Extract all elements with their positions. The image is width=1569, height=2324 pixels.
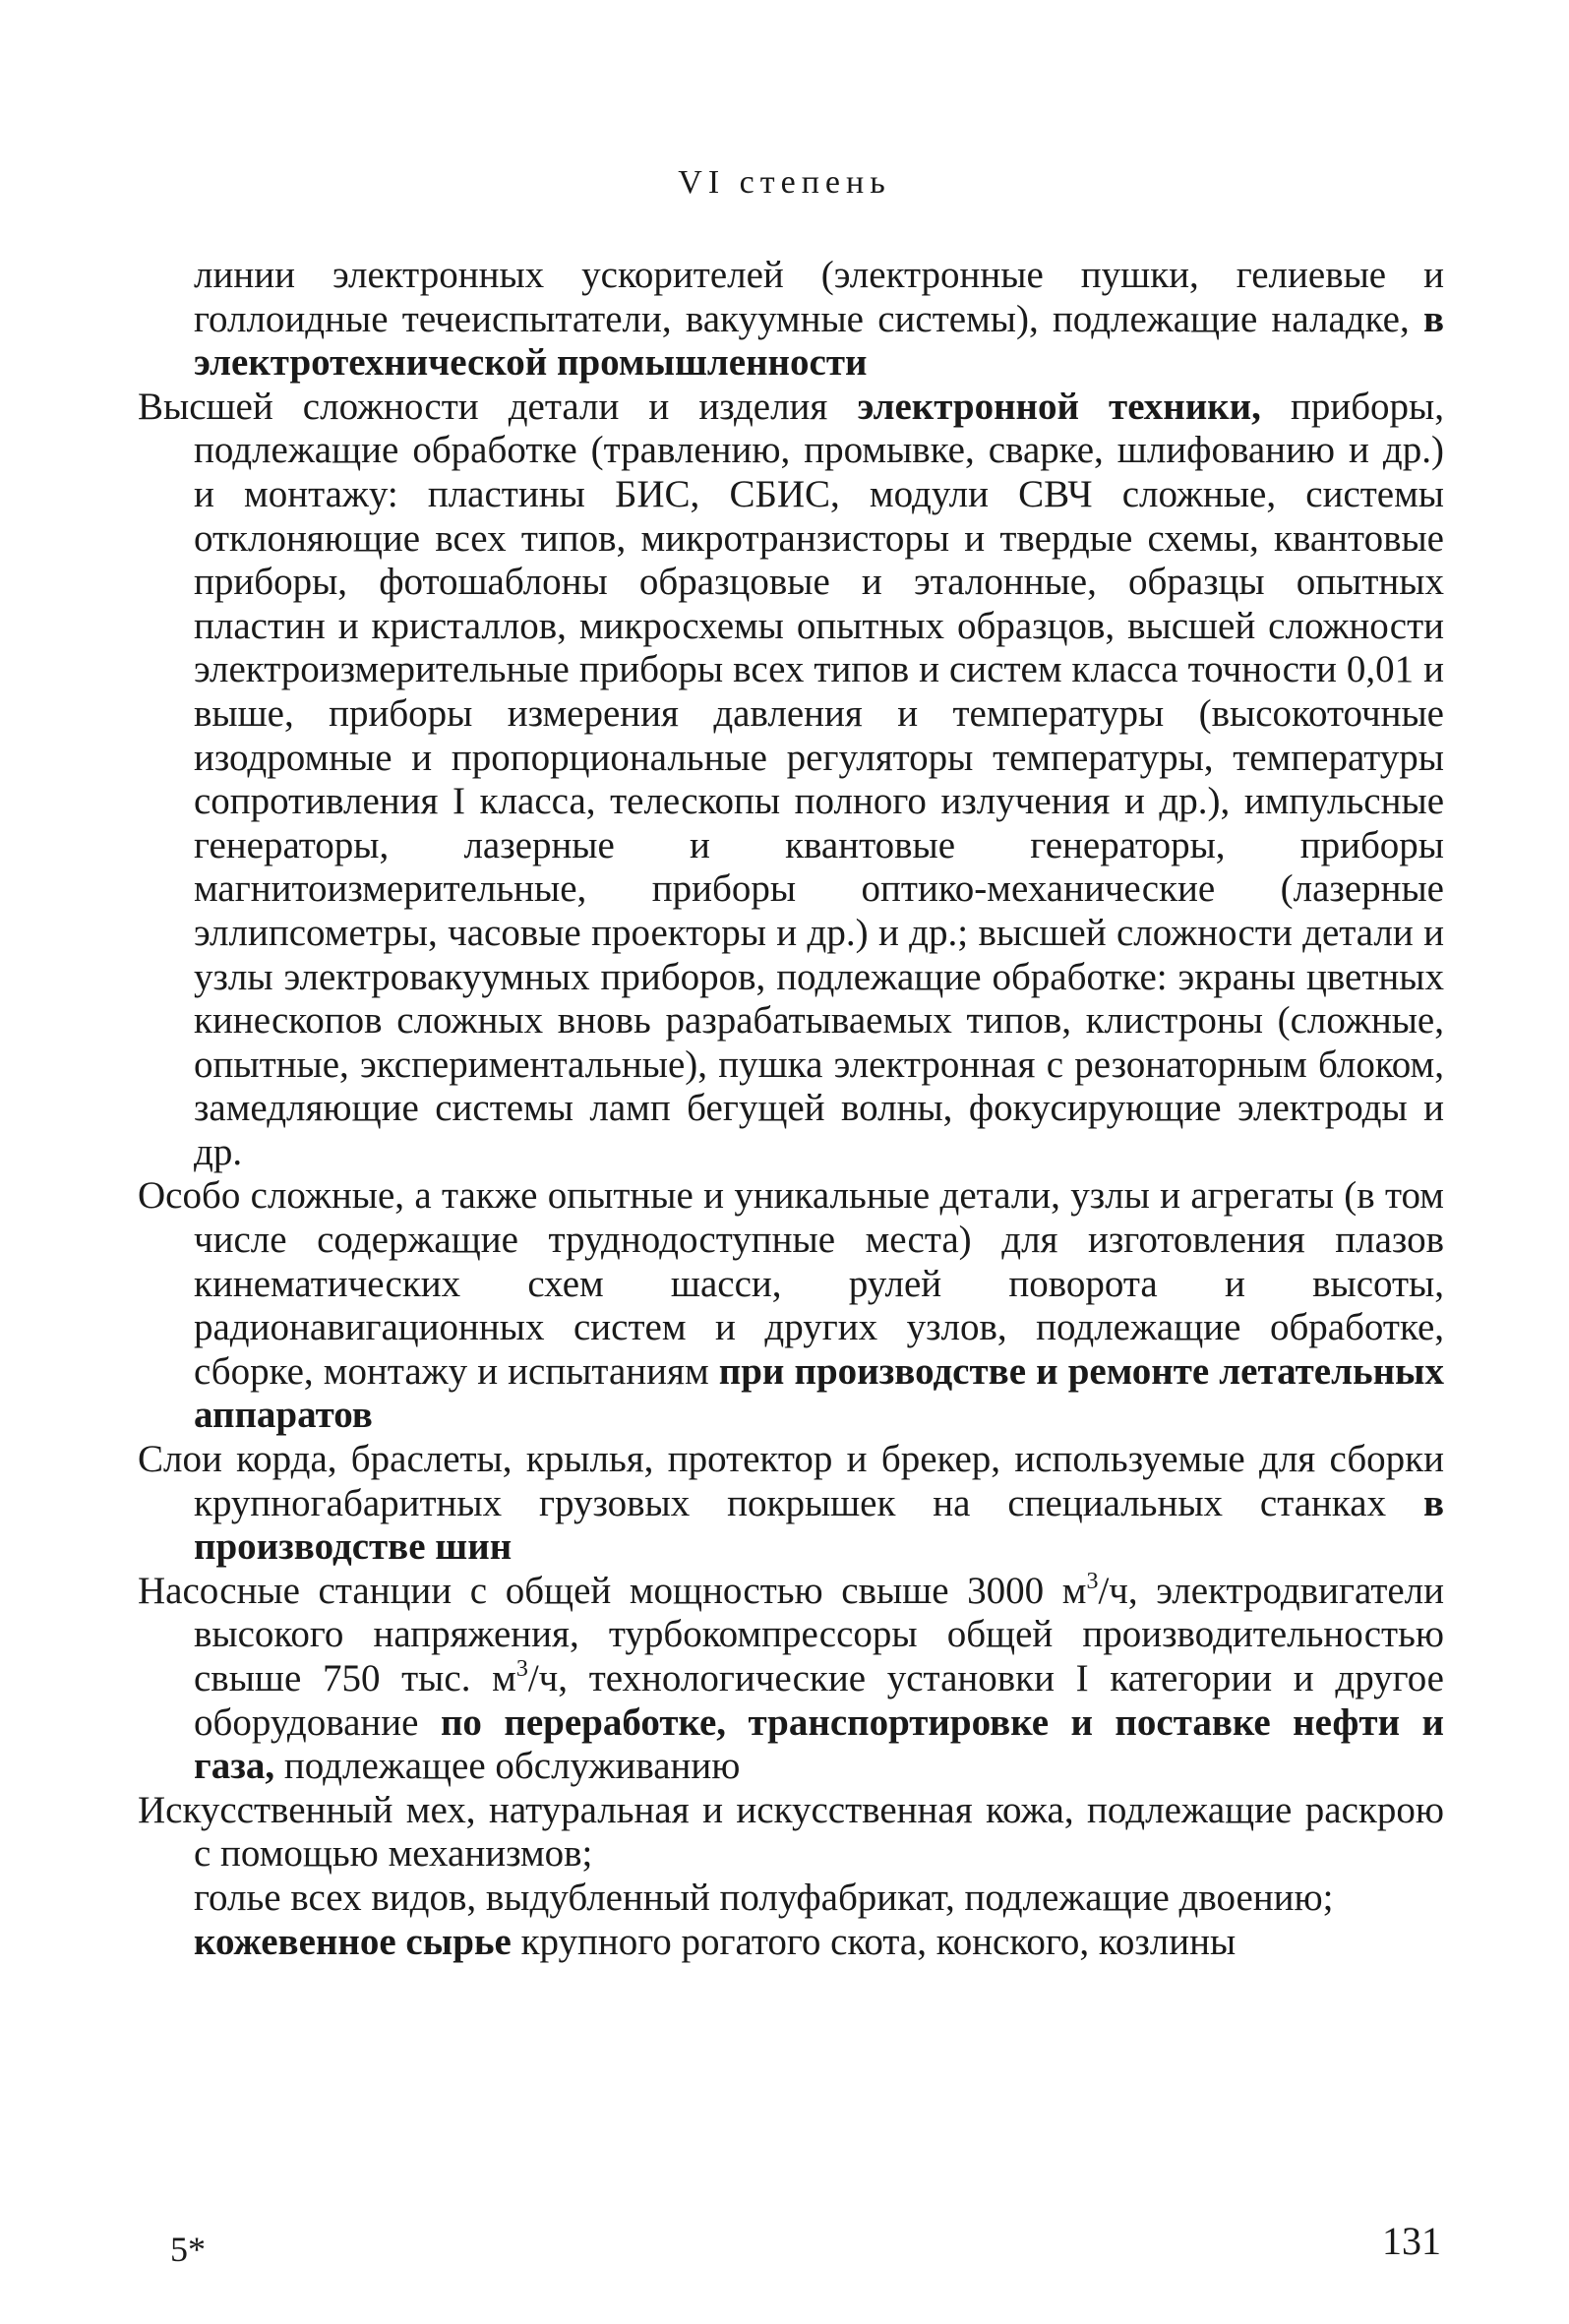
body-text (138, 254, 1444, 1964)
paragraph-tires (138, 1438, 1444, 1570)
industry-heading: электронной техники, (857, 385, 1261, 428)
superscript: 3 (1086, 1568, 1099, 1594)
paragraph-text: Особо сложные, а также опытные и уникальные детали, узлы и агрегаты (в том числе содержащие труднодоступные места) для изготовления плазов кинематических схем шасси, рулей поворота и высоты, радионавигационных систем и других узлов, подлежащие обработке, сборке, монтажу и испытаниям (138, 1174, 1444, 1393)
paragraph-text: /ч, электродвигатели высокого напряжения, турбокомпрессоры общей производительностью свыше 750 тыс. м (194, 1569, 1445, 1699)
paragraph-text: подлежащее обслуживанию (274, 1745, 741, 1788)
paragraph-aircraft (138, 1174, 1444, 1438)
page-number: 131 (1382, 2219, 1441, 2263)
paragraph-text: приборы, подлежащие обработке (травлению, промывке, сварке, шлифованию и др.) и монтажу: пластины БИС, СБИС, модули СВЧ сложные, системы отклоняющие всех типов, микротранзисторы и твердые схемы, квантовые приборы, фотошаблоны образцовые и эталонные, образцы опытных пластин и кристаллов, микросхемы опытных образцов, высшей сложности электроизмерительные приборы всех типов и систем класса точности 0,01 и выше, приборы измерения давления и температуры (высокоточные изодромные и пропорциональные регуляторы температуры, температуры сопротивления I класса, телескопы полного излучения и др.), импульсные генераторы, лазерные и квантовые генераторы, приборы магнитоизмерительные, приборы оптико-механические (лазерные эллипсометры, часовые проекторы и др.) и др.; высшей сложности детали и узлы электровакуумных приборов, подлежащие обработке: экраны цветных кинескопов сложных вновь разрабатываемых типов, клистроны (сложные, опытные, экспериментальные), пушка электронная с резонаторным блоком, замедляющие системы ламп бегущей волны, фокусирующие электроды и др. (194, 385, 1444, 1173)
paragraph-raw-hides (138, 1921, 1444, 1965)
paragraph-text: крупного рогатого скота, конского, козлины (511, 1920, 1237, 1963)
signature-mark: 5* (170, 2230, 206, 2269)
paragraph-text: голье всех видов, выдубленный полуфабрикат, подлежащие двоению; (194, 1876, 1334, 1919)
paragraph-fur-leather (138, 1789, 1444, 1877)
industry-heading: по переработке, транспортировке и поставке нефти и газа, (194, 1700, 1444, 1788)
industry-heading: в электротехнической промышленности (194, 297, 1444, 385)
paragraph-text: линии электронных ускорителей (электронные пушки, гелиевые и голлоидные течеиспытатели, вакуумные системы), подлежащие наладке, (194, 254, 1444, 340)
paragraph-text: Насосные станции с общей мощностью свыше 3000 м (138, 1569, 1087, 1612)
paragraph-pelts (138, 1877, 1444, 1921)
running-title: VI степень (678, 164, 891, 201)
paragraph-electronic-engineering (138, 386, 1444, 1175)
paragraph-text: /ч, технологические установки I категории и другое оборудование (194, 1657, 1444, 1744)
paragraph-oil-gas (138, 1570, 1444, 1789)
paragraph-text: Искусственный мех, натуральная и искусственная кожа, подлежащие раскрою с помощью механизмов; (138, 1788, 1444, 1876)
industry-heading: в производстве шин (194, 1481, 1444, 1569)
superscript: 3 (515, 1656, 528, 1682)
paragraph-text: Высшей сложности детали и изделия (138, 385, 858, 428)
industry-heading: кожевенное сырье (194, 1920, 512, 1963)
paragraph-electron-accelerators (138, 254, 1444, 386)
industry-heading: при производстве и ремонте летательных аппаратов (194, 1349, 1444, 1437)
paragraph-text: Слои корда, браслеты, крылья, протектор и брекер, используемые для сборки крупногабаритных грузовых покрышек на специальных станках (138, 1438, 1444, 1524)
